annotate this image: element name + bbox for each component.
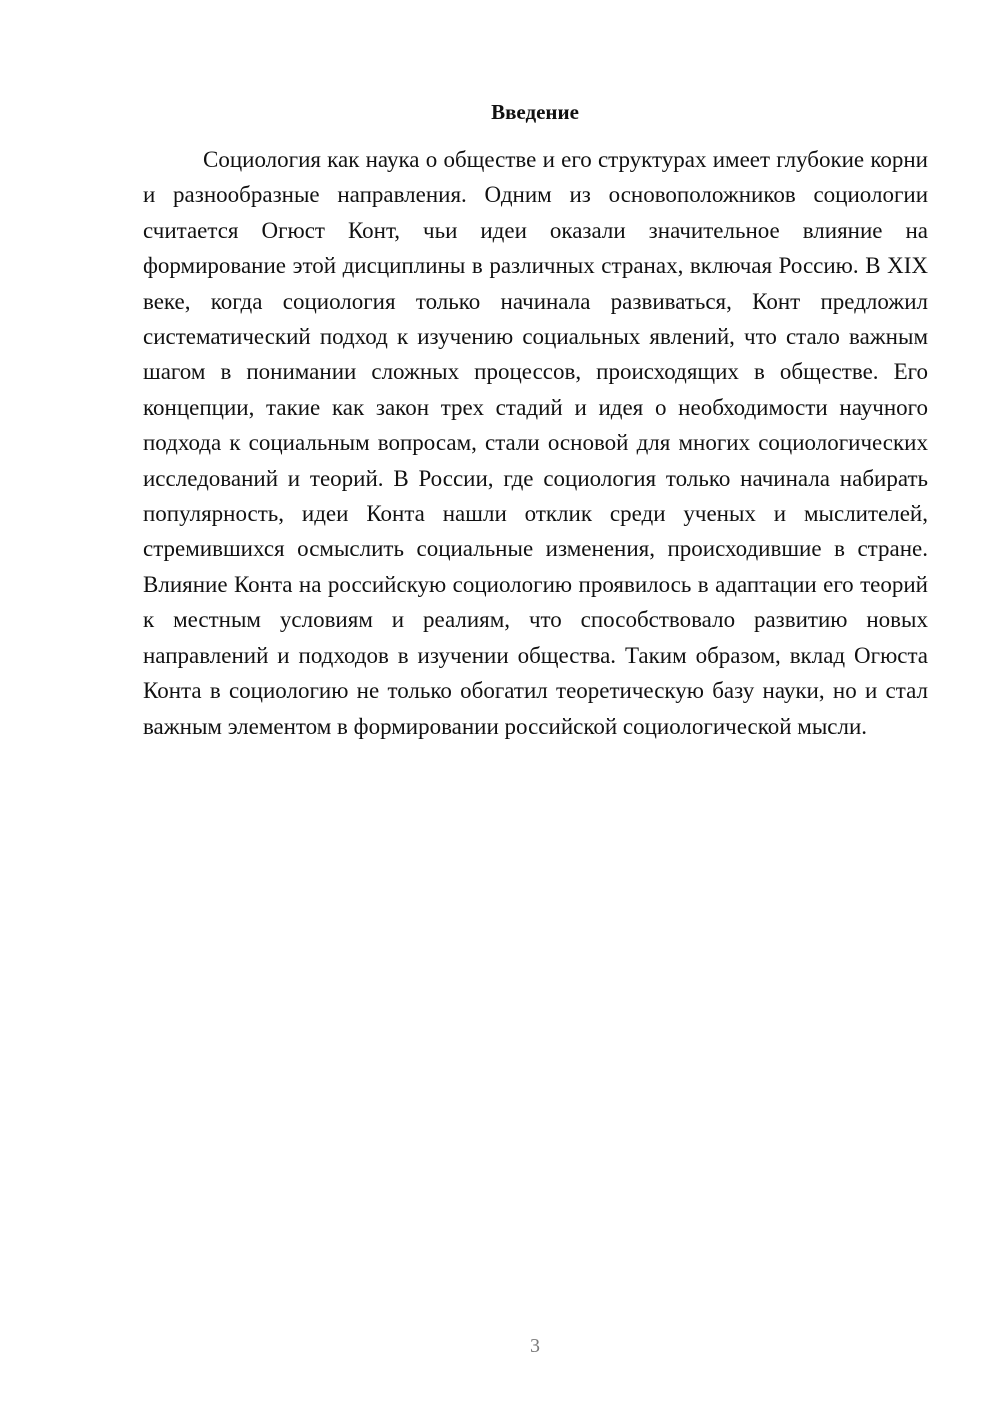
section-heading: Введение: [491, 100, 579, 124]
body-paragraph: Социология как наука о обществе и его структурах имеет глубокие корни и разнообразные направления. Одним из основоположников социологии считается Огюст Конт, чьи идеи оказали значительное влияние на формирование этой дисциплины в различных странах, включая Россию. В XIX веке, когда социология только начинала развиваться, Конт предложил систематический подход к изучению социальных явлений, что стало важным шагом в понимании сложных процессов, происходящих в обществе. Его концепции, такие как закон трех стадий и идея о необходимости научного подхода к социальным вопросам, стали основой для многих социологических исследований и теорий. В России, где социология только начинала набирать популярность, идеи Конта нашли отклик среди ученых и мыслителей, стремившихся осмыслить социальные изменения, происходившие в стране. Влияние Конта на российскую социологию проявилось в адаптации его теорий к местным условиям и реалиям, что способствовало развитию новых направлений и подходов в изучении общества. Таким образом, вклад Огюста Конта в социологию не только обогатил теоретическую базу науки, но и стал важным элементом в формировании российской социологической мысли.: [143, 147, 928, 739]
page-number: 3: [530, 1335, 540, 1357]
